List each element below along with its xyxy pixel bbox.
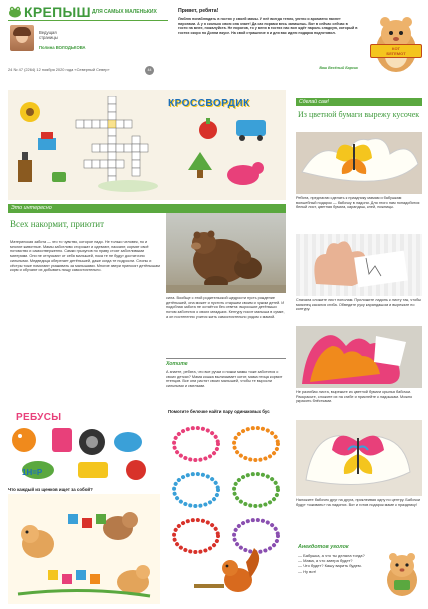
- verse-section-label: Хотите: [166, 361, 188, 367]
- verse-text: А знаете, ребята, что все ручки и ножки мамы тоже заботятся о своих детках? Мама кошка вылизывает котят, мама птица кормит птенцов. Все они растят своих малышей, чтобы те выросли сильными и смелыми.: [166, 370, 283, 389]
- craft-step-3: Не разгибая листа, вырежьте из цветной бумаги крылья бабочки. Раскрасьте, сложите их на сгибе и приклейте к ладошкам. Можно украсить блёстками.: [296, 390, 413, 404]
- crossword-title: КРОССВОРДИК: [168, 98, 250, 109]
- masthead: [8, 6, 168, 88]
- craft-photo-4: [296, 420, 422, 496]
- anecdote-text: — Бабушка, а что ты делала тогда? — Мама, а что завтра будет? — Что будет? Кашу варить будем. — Ну вот!: [298, 553, 365, 574]
- puppies-caption: Что каждый из щенков ищет за собой?: [8, 487, 93, 492]
- greeting-title: Привет, ребята!: [178, 8, 219, 14]
- craft-step-4: Наложите бабочек друг на друга, приклеивая одну по центру. Бабочки будут «оживать» на ладонях. Вот и готов подарок маме к празднику!: [296, 498, 421, 507]
- logo-frog-icon: [8, 6, 22, 18]
- greeting-letter: Люблю понаблюдать в гостях у своей мамы. У неё всегда тепло, уютно и ароматно пахнет пирогами. А у я сколько свою она знает! Да сах порами весь запишешь. Вот в сейчас сейчас в гости на мнее, пожалуйста. Не пирогов, то у меня в гостях нас вон ждёт пароль сладкую, который в гостях скоро по Дэнни вкусе. На свой страшниче я и для вас идею подарка подготовил.: [178, 17, 358, 35]
- logo: КРЕПЫШ: [24, 4, 91, 20]
- craft-title: Из цветной бумаги вырежу кусочек: [298, 110, 420, 119]
- hamster-mascot: [366, 6, 424, 78]
- rebus-panel: [8, 408, 160, 484]
- rebus-title: РЕБУСЫ: [16, 412, 62, 423]
- anecdote-hamster-icon: [382, 546, 422, 598]
- crossword-panel: [8, 90, 286, 200]
- greeting-box: [178, 8, 358, 78]
- avatar: [10, 25, 34, 51]
- signature: Ваш Весёлый Барсик: [319, 66, 358, 70]
- editor-role: Ведущая страницы: [39, 30, 58, 41]
- beads-panel: [166, 418, 288, 604]
- crossword-clue-images: [8, 90, 286, 200]
- editor-name: Полина ВОЛОДЬКОВА: [39, 45, 86, 50]
- masthead-rule: [8, 20, 168, 21]
- mascot-badge: КОТ БЕГЕМОТ: [370, 44, 422, 58]
- issue-line: 24 № 47 (2264) 12 ноября 2020 года «Северный Север»: [8, 67, 110, 72]
- beads-title: Помогите белочке найти пару одинаковых бус: [168, 409, 270, 414]
- tagline: ДЛЯ САМЫХ МАЛЕНЬКИХ: [92, 9, 157, 15]
- craft-photo-2: [296, 234, 422, 296]
- bear-photo: [166, 213, 286, 293]
- craft-step-1: Ребята, предлагаю сделать к празднику мамам и бабушкам волшебный подарок — бабочку в ладони. Для этого нам понадобятся: белый лист, цветная бумага, карандаш, клей, ножницы.: [296, 196, 421, 210]
- interesting-headline: Всех накормит, приютит: [10, 219, 105, 229]
- interesting-col2: сила. Вообще с этой родительской щедрости пусть рождение детёнышей, она может и пустить старшим своим и чужим детей. И подобная забота не остаётся без ответа: выросшие детёныши потом заботятся о своих младших. Кенгуру носит малыша в сумке, а он постепенно учится жить самостоятельно рядом с мамой.: [166, 296, 285, 319]
- anecdote-section-label: Анекдотов уголок: [298, 544, 349, 550]
- craft-section-label: Сделай сам!: [299, 99, 329, 105]
- craft-band: [296, 98, 422, 106]
- paw-badge: 44: [145, 66, 154, 75]
- interesting-col1: Материнская забота — это то чувство, которое надо. Не только человек, но и многие животные. Мамы заботливо сторожат и одевают, ласкают, кормят своё потомство и самоотверженно. Самки грызунов по праву стоят заботливыми матерями. Они не отпускают от себя малышей, пока те не будут достаточно сильными. Медведица оберегает детёнышей, даже когда те подросли. Слоны и сёстры тоже помогают ухаживать за малышами. Многие звери приносят детёнышам корм и обучают их добывать пищу самостоятельно.: [10, 240, 160, 273]
- interesting-band: [8, 204, 286, 213]
- verse-rule: [166, 358, 286, 359]
- rebus-equation: 1Н=Р: [22, 468, 43, 477]
- puppies-panel: [8, 494, 160, 604]
- interesting-section-label: Это интересно: [11, 205, 52, 211]
- craft-photo-3: [296, 326, 422, 388]
- craft-photo-1: [296, 132, 422, 194]
- craft-step-2: Сначала сложите лист пополам. Приложите ладонь к листу так, чтобы мизинец касался сгиба. Обведите руку карандашом и вырежьте по контуру.: [296, 298, 421, 312]
